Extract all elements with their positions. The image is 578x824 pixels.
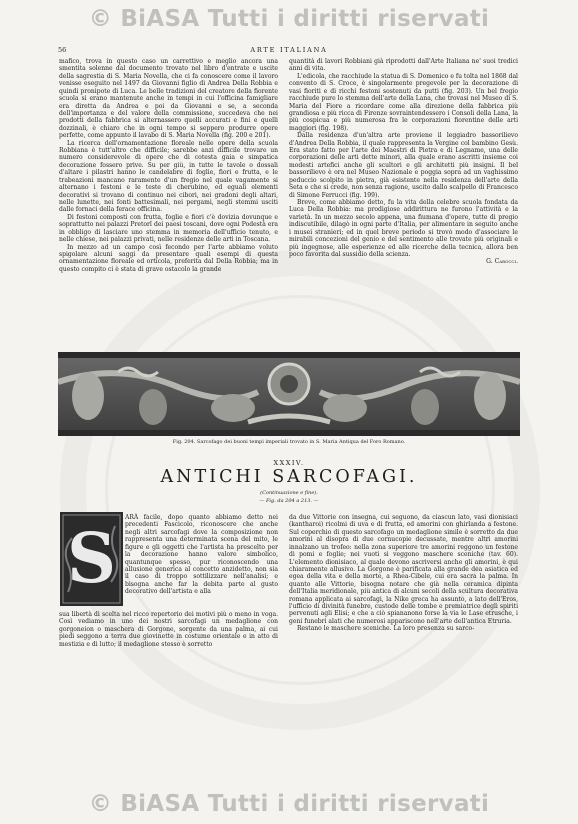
paragraph: La ricerca dell'ornamentazione floreale nelle opere della scuola Robbiana è tutt'altro che difficile; sarebbe anzi difficile trovare un numero considerevole di opere che di cotesta gaia e simpatica decorazione fossero prive. Su per giù, in tutte le tavole o dossali d'altare i pilastri hanno le candelabre di foglie, fiori e frutta, e le trabeazioni mancano raramente d'un fregio nel quale vagamente si alternano i festoni e le teste di cherubino, ed eguali elementi decorativi si trovano di continuo nei cibori, nei gradoni degli altari, nelle lunette, nei fonti battesimali, nei pergami, negli stemmi usciti dalle fornaci della ferace officina.	[59, 139, 278, 214]
paragraph: In mezzo ad un campo così fecondo per l'arte abbiamo voluto spigolare alcuni saggi da presentare quali esempi di questa ornamentazione floreale ed ortícola, preferita dal Della Robbia; ma in questo compito ci è stata di grave ostacolo la grande	[59, 243, 278, 273]
figure-caption: Fig. 204. Sarcofago dei buoni tempi imperiali trovato in S. Maria Antiqua del Foro Romano.	[172, 439, 406, 445]
paragraph: Breve, come abbiamo detto, fu la vita della celebre scuola fondata da Luca Della Robbia: ma prodigiose addirittura ne furono l'attività e la varietà. In un mezzo secolo appena, una fiumana d'opere, tutte di pregio indiscutibile, dilagò in ogni parte d'Italia, per alimentare in seguito anche i musei stranieri; ed in quel breve periodo si trovò modo d'associare le mirabili concezioni del genio e del sentimento alle trovate più originali e più ingegnose, alle esperienze ed alle ricerche della tecnica, allora ben poco favorita dal sussidio della scienza.	[289, 199, 518, 258]
paragraph: Di festoni composti con frutta, foglie e fiori c'è dovizia dovunque e soprattutto nei palazzi Pretorî dei paesi toscani, dove ogni Podestà era in obbligo di lasciare uno stemma in memoria dell'ufficio tenuto, e nelle chiese, nei palazzi privati, nelle residenze delle arti in Toscana.	[59, 213, 278, 244]
continuation-note: (Continuazione e fine).	[260, 490, 318, 496]
decorated-initial	[60, 512, 123, 606]
initial-letter: S	[66, 519, 117, 599]
paragraph: Dalla residenza d'un'altra arte proviene il leggiadro bassorilievo d'Andrea Della Robbia, il quale rappresenta la Vergine col bambino Gesù. Era stato fatto per l'arte dei Maestri di Pietra e di Legname, una delle corporazioni delle arti dette minori, alla quale erano ascritti insieme coi modesti artefici anche gli scultori e gli architetti più insigni. Il bel bassorilievo è ora nel Museo Nazionale e poggia sopra ad un vaghissimo peduccio scolpito in pietra, già esistente nella residenza dell'arte della Seta e che si crede, non senza ragione, uscito dallo scalpello di Francesco di Simone Ferrucci (fig. 199).	[289, 132, 518, 199]
watermark-bottom: © BiASA Tutti i diritti riservati	[88, 791, 490, 817]
body-text-narrow	[125, 514, 278, 596]
left-column	[59, 58, 278, 273]
paragraph: mafico, trova in questo caso un carrettivo e meglio ancora una smentita solenne dal documento trovato nel libro d'entrate e uscite della sagrestia di S. Maria Novella, che ci fa conoscere come il lavoro venisse eseguito nel 1497 da Giovanni figlio di Andrea Della Robbia e quindi pronipote di Luca. Le belle tradizioni del creatore della fiorente scuola si erano mantenute anche in tempi in cui l'officina famigliare era diretta da Andrea e poi da Giovanni e se, a seconda dell'importanza e del valore della commissione, succedeva che nei prodotti della fabbrica si alternassero quelli accurati e fini e quelli dozzinali, è chiaro che in ogni tempo si seppero produrre opere perfette, come appunto il lavabo di S. Maria Novella (fig. 200 e 201).	[59, 58, 278, 140]
sarcophagus-photo	[58, 352, 520, 436]
watermark-top: © BiASA Tutti i diritti riservati	[88, 6, 490, 32]
figure-reference: — Fig. da 204 a 213. —	[259, 498, 319, 504]
paragraph: L'edicola, che racchiude la statua di S. Domenico e fu tolta nel 1868 dal convento di S. Croce, è singolarmente pregevole per la decorazione di vasi fioriti e di ricchi festoni sostenuti da putti (fig. 203). Un bel fregio racchiude pure lo stemma dell'arte della Lana, che trovasi nel Museo di S. Maria del Fiore a ricordare come alla direzione della fabbrica più grandiosa e più ricca di Firenze sovraintendessero i Consoli della Lana, la più cospicua e più numerosa fra le corporazioni fiorentine delle arti maggiori (fig. 198).	[289, 72, 518, 132]
body-text-right	[289, 514, 518, 633]
ornamental-initial-s	[60, 512, 123, 606]
running-title: ARTE ITALIANA	[250, 46, 328, 54]
body-text-left	[59, 611, 278, 648]
running-header	[58, 46, 520, 56]
paragraph: sua libertà di scelta nel ricco repertorio dei motivi più o meno in voga. Così vediamo in uno dei nostri sarcofagi un medaglione con gorgoneion o maschera di Gorgone, sorgente da una palma, ai cui piedi seggono a terra due giovinette in costume orientale e in atto di mestizia e di lutto; il medaglione stesso è sorretto	[59, 611, 278, 648]
paragraph: Restano le maschere sceniche. La loro presenza su sarco-	[297, 625, 475, 633]
paragraph: quantità di lavori Robbiani già riprodotti dall'Arte Italiana ne' suoi tredici anni di vita.	[289, 58, 518, 73]
section-title: ANTICHI SARCOFAGI.	[160, 467, 418, 487]
paragraph: ARÀ facile, dopo quanto abbiamo detto nei precedenti Fascicolo, riconoscere che anche negli altri sarcofagi dove la composizione non rappresenta una determinata scena del mito, le figure e gli oggetti che l'artista ha prescelto per la decorazione hanno valore simbolico, quantunque spesso, pur riconoscendo una allusione generica al concetto anzidetto, non sia il caso di troppo sottilizzare nell'analisi; e bisogna anche far la debita parte al gusto decorativo dell'artista e alla	[125, 514, 278, 596]
sarcophagus-relief-image	[58, 352, 520, 436]
page-number: 56	[58, 46, 67, 54]
section-number: XXXIV.	[273, 459, 305, 467]
paragraph: da due Vittorie con insegna, cui seguono, da ciascun lato, vasi dionisiaci (kantharoi) ricolmi di uva e di frutta, ed amorini con ghirlanda a festone. Sul coperchio di questo sarcofago un medaglione simile è sorretto da due amorini al disopra di due cornucopie decussate, mentre altri amorini innalzano un trofeo: nella zona superiore tre amorini reggono un festone di pomi e foglie; nei vuoti si veggono maschere sceniche (tav. 60). L'elemento dionisiaco, al quale devono ascriversi anche gli amorini, è qui chiaramente allusivo. La Gorgone è parificata alla grande dea asiatica ed egea della vita e della morte, a Rhea-Cibele, cui era sacra la palma. In quanto alle Vittorie, bisogna notare che già nella ceramica dipinta dell'Italia meridionale, più antica di alcuni secoli della scultura decorativa romana applicata ai sarcofagi, la Nike greca ha assunto, a lato dell'Eros, l'ufficio di divinità funebre, custode delle tombe e premiatrice degli spiriti pervenuti agli Elisi; e che a ciò spiananono forse la via le Lase etrusche, i geni funebri alati che numerosi appariscono nell'arte dell'antica Etruria.	[289, 514, 518, 625]
right-column	[289, 58, 518, 266]
author-signature: G. Carocci.	[486, 258, 518, 266]
